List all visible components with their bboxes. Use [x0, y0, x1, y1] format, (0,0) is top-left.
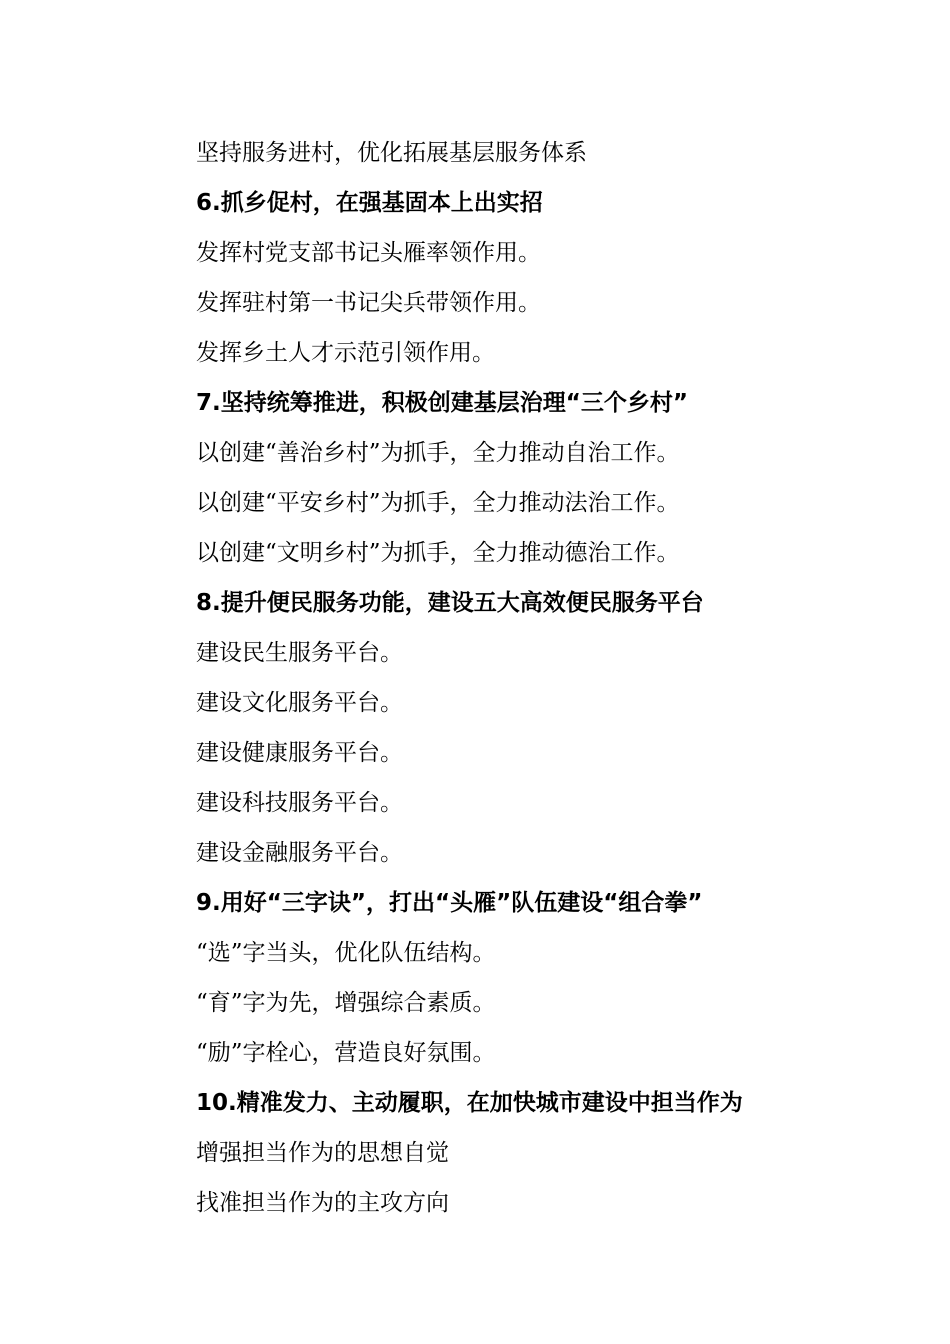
body-text-line: 以创建“文明乡村”为抓手，全力推动德治工作。 [196, 540, 680, 566]
body-text-line: 发挥驻村第一书记尖兵带领作用。 [196, 290, 541, 316]
body-text-line: 以创建“平安乡村”为抓手，全力推动法治工作。 [196, 490, 680, 516]
section-heading: 8.提升便民服务功能，建设五大高效便民服务平台 [196, 590, 704, 616]
body-text-line: 增强担当作为的思想自觉 [196, 1140, 449, 1166]
body-text-line: 坚持服务进村，优化拓展基层服务体系 [196, 140, 587, 166]
body-text-line: 建设健康服务平台。 [196, 740, 403, 766]
body-text-line: 找准担当作为的主攻方向 [196, 1190, 449, 1216]
body-text-line: 建设金融服务平台。 [196, 840, 403, 866]
body-text-line: 建设科技服务平台。 [196, 790, 403, 816]
document-body [196, 128, 816, 1228]
section-heading: 7.坚持统筹推进，积极创建基层治理“三个乡村” [196, 390, 688, 416]
section-heading: 9.用好“三字诀”，打出“头雁”队伍建设“组合拳” [196, 890, 703, 916]
section-heading: 6.抓乡促村，在强基固本上出实招 [196, 190, 543, 216]
body-text-line: 建设文化服务平台。 [196, 690, 403, 716]
body-text-line: 建设民生服务平台。 [196, 640, 403, 666]
body-text-line: “育”字为先，增强综合素质。 [196, 990, 496, 1016]
body-text-line: “选”字当头，优化队伍结构。 [196, 940, 496, 966]
body-text-line: 发挥村党支部书记头雁率领作用。 [196, 240, 541, 266]
body-text-line: “励”字栓心，营造良好氛围。 [196, 1040, 496, 1066]
section-heading: 10.精准发力、主动履职，在加快城市建设中担当作为 [196, 1090, 743, 1116]
body-text-line: 以创建“善治乡村”为抓手，全力推动自治工作。 [196, 440, 680, 466]
body-text-line: 发挥乡土人才示范引领作用。 [196, 340, 495, 366]
